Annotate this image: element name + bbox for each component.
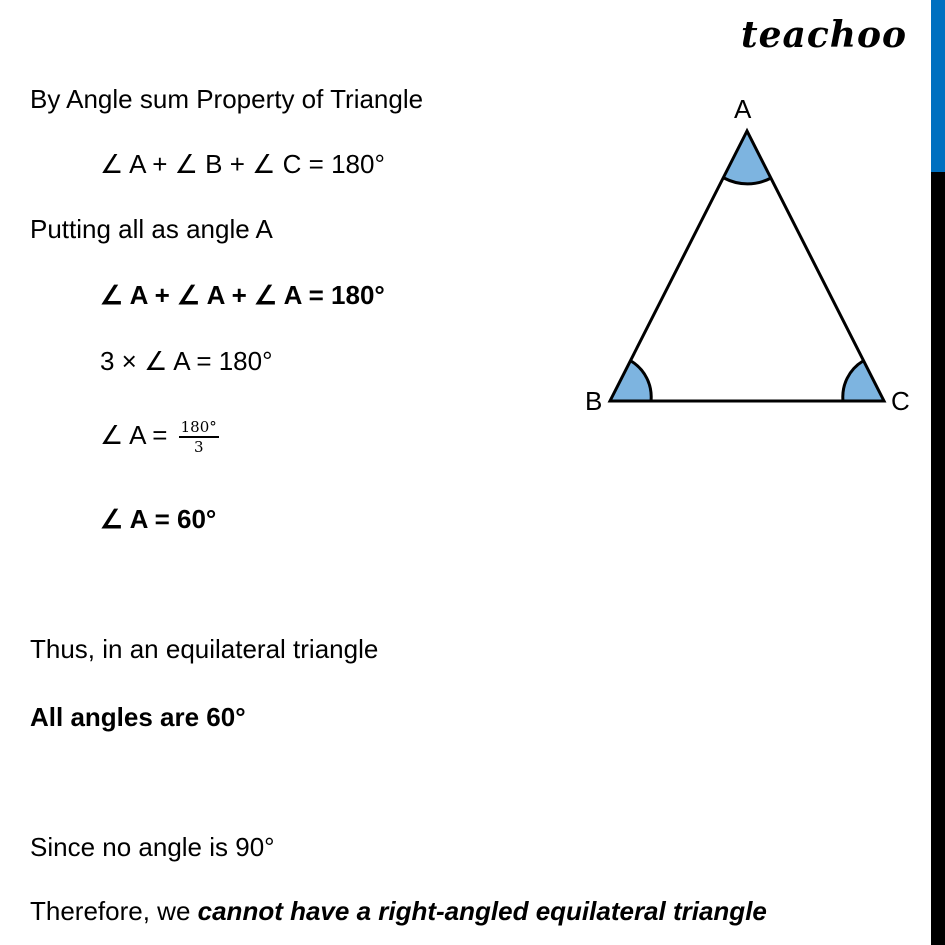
angle-a-marker: [724, 131, 771, 184]
text-angle-sum-property: By Angle sum Property of Triangle: [30, 84, 424, 114]
teachoo-logo: teachoo: [741, 14, 907, 56]
vertex-label-c: C: [891, 386, 910, 416]
fraction-numerator: 180°: [180, 418, 217, 436]
angle-c-marker: [843, 361, 884, 401]
text-no-angle-90: Since no angle is 90°: [30, 832, 275, 862]
equation-3a: 3 × ∠ A = 180°: [100, 346, 273, 376]
equation-angle-sum: ∠ A + ∠ B + ∠ C = 180°: [100, 149, 385, 179]
equation-substituted-text: ∠ A + ∠ A + ∠ A = 180°: [100, 280, 385, 310]
vertex-label-a: A: [734, 94, 752, 124]
vertex-label-b: B: [585, 386, 603, 416]
equation-result-text: ∠ A = 60°: [100, 504, 217, 534]
conclusion-prefix: Therefore, we: [30, 896, 198, 926]
equation-fraction-prefix: ∠ A =: [100, 419, 175, 450]
text-putting-all: Putting all as angle A: [30, 214, 273, 244]
conclusion-emphasis: cannot have a right-angled equilateral triangle: [197, 896, 767, 926]
text-thus: Thus, in an equilateral triangle: [30, 634, 379, 664]
text-all-angles-bold: All angles are 60°: [30, 702, 246, 732]
angle-b-marker: [610, 361, 651, 401]
fraction-denominator: 3: [193, 438, 204, 456]
